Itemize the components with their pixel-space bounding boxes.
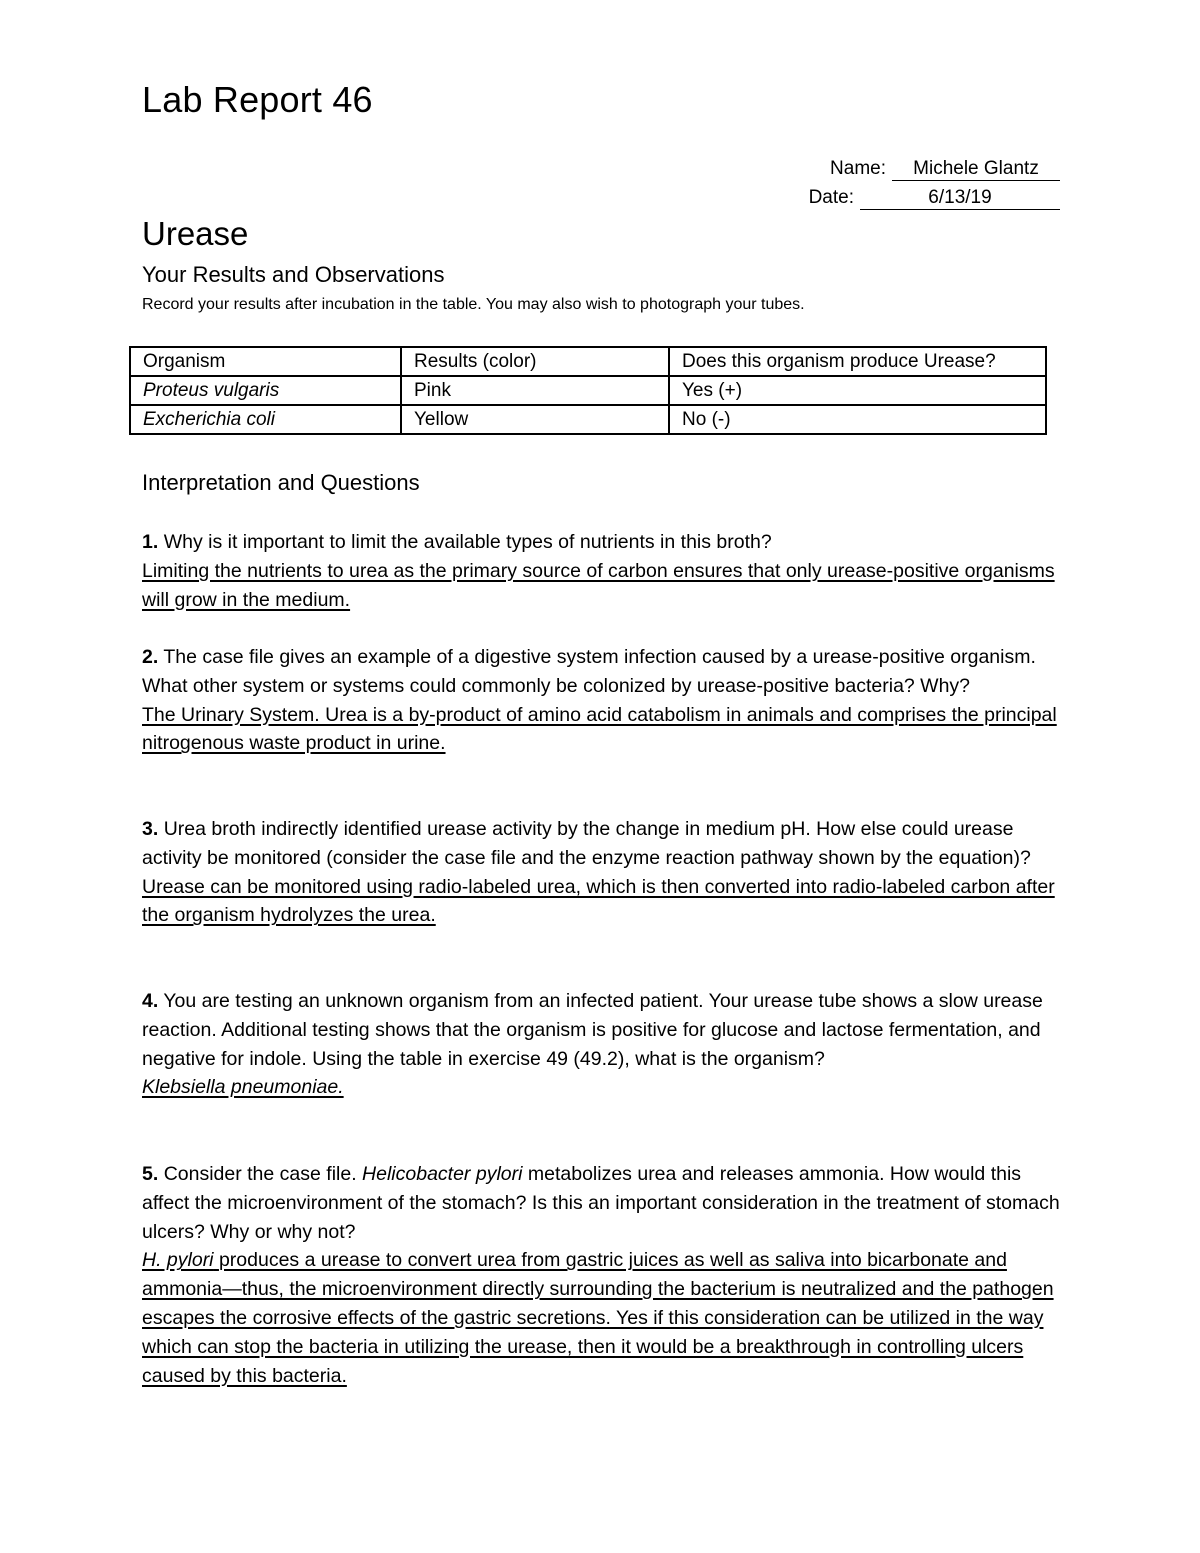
answer-body: produces a urease to convert urea from gastric juices as well as saliva into bicarbonate and ammonia—thus, the microenvironment directly surrounding the bacterium is neutralized and the pathogen escapes the corrosive effects of the gastric secretions. Yes if this consideration can be utilized in the way which can stop the bacteria in utilizing the urease, then it would be a breakthrough in controlling ulcers caused by this bacteria. xyxy=(142,1249,1054,1387)
question-block-4 xyxy=(142,987,1072,1102)
question-block-3 xyxy=(142,815,1072,930)
date-value: 6/13/19 xyxy=(860,187,1060,210)
color-cell: Pink xyxy=(401,376,669,405)
question-body: The case file gives an example of a digestive system infection caused by a urease-positive organism. What other system or systems could commonly be colonized by urease-positive bacteria? Why? xyxy=(142,646,1036,697)
results-table xyxy=(129,346,1047,435)
table-header-cell: Does this organism produce Urease? xyxy=(669,347,1046,376)
question-block-2 xyxy=(142,643,1072,758)
organism-cell: Excherichia coli xyxy=(130,405,401,434)
question-block-5 xyxy=(142,1160,1072,1390)
question-text xyxy=(142,1160,1072,1246)
document-title: Lab Report 46 xyxy=(142,79,373,120)
question-text xyxy=(142,528,1072,557)
answer-text: Klebsiella pneumoniae. xyxy=(142,1076,344,1099)
species-name: Helicobacter pylori xyxy=(362,1163,523,1185)
question-number: 3. xyxy=(142,818,159,840)
answer-species-name: H. pylori xyxy=(142,1249,214,1272)
name-value: Michele Glantz xyxy=(892,158,1060,181)
table-header-cell: Results (color) xyxy=(401,347,669,376)
question-body: You are testing an unknown organism from an infected patient. Your urease tube shows a slow urease reaction. Additional testing shows that the organism is positive for glucose and lactose fermentation, and negative for indole. Using the table in exercise 49 (49.2), what is the organism? xyxy=(142,990,1043,1070)
section-title: Urease xyxy=(142,215,249,252)
results-subtitle: Your Results and Observations xyxy=(142,262,445,287)
color-cell: Yellow xyxy=(401,405,669,434)
question-body: Urea broth indirectly identified urease activity by the change in medium pH. How else could urease activity be monitored (consider the case file and the enzyme reaction pathway shown by the equation)? xyxy=(142,818,1031,869)
question-number: 1. xyxy=(142,531,159,553)
question-block-1 xyxy=(142,528,1072,614)
question-text xyxy=(142,815,1072,873)
instructions-text: Record your results after incubation in the table. You may also wish to photograph your tubes. xyxy=(142,296,805,313)
urease-cell: No (-) xyxy=(669,405,1046,434)
question-body: metabolizes urea and releases ammonia. How would this affect the microenvironment of the stomach? Is this an important consideration in the treatment of stomach ulcers? Why or why not? xyxy=(142,1163,1060,1243)
question-number: 4. xyxy=(142,990,159,1012)
table-row xyxy=(130,376,1046,405)
question-number: 2. xyxy=(142,646,159,668)
date-row xyxy=(809,183,1060,212)
answer-text xyxy=(142,1246,1072,1390)
answer-text: Urease can be monitored using radio-labeled urea, which is then converted into radio-labeled carbon after the organism hydrolyzes the urea. xyxy=(142,875,1055,927)
organism-cell: Proteus vulgaris xyxy=(130,376,401,405)
question-intro: Consider the case file. xyxy=(163,1163,357,1185)
interpretation-title: Interpretation and Questions xyxy=(142,470,420,495)
name-label: Name: xyxy=(830,158,886,179)
date-label: Date: xyxy=(808,187,854,208)
question-text xyxy=(142,643,1072,701)
question-text xyxy=(142,987,1072,1073)
urease-cell: Yes (+) xyxy=(669,376,1046,405)
table-header-row xyxy=(130,347,1046,376)
question-number: 5. xyxy=(142,1163,159,1185)
student-info xyxy=(809,154,1060,212)
answer-text: The Urinary System. Urea is a by-product of amino acid catabolism in animals and comprises the principal nitrogenous waste product in urine. xyxy=(142,703,1057,755)
answer-text: Limiting the nutrients to urea as the primary source of carbon ensures that only urease-positive organisms will grow in the medium. xyxy=(142,559,1055,611)
name-row xyxy=(809,154,1060,183)
table-header-cell: Organism xyxy=(130,347,401,376)
question-body: Why is it important to limit the available types of nutrients in this broth? xyxy=(163,531,772,553)
table-row xyxy=(130,405,1046,434)
